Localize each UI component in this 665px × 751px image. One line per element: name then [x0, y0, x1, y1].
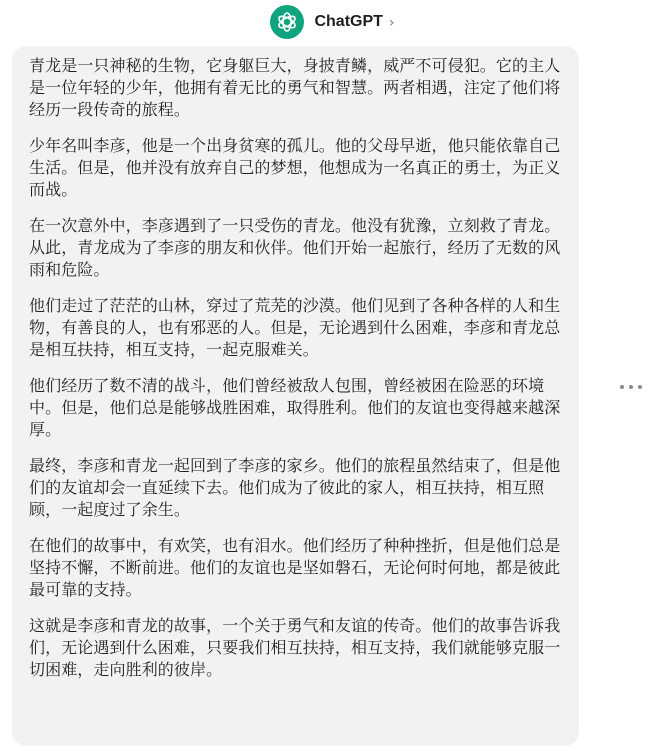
app-title[interactable]: ChatGPT — [314, 13, 383, 30]
chat-header — [0, 0, 665, 44]
message-paragraph: 他们走过了茫茫的山林，穿过了荒芜的沙漠。他们见到了各种各样的人和生物，有善良的人，也有邪恶的人。但是，无论遇到什么困难，李彦和青龙总是相互扶持，相互支持，一起克服难关。 — [29, 296, 561, 359]
message-paragraph: 青龙是一只神秘的生物，它身躯巨大，身披青鳞，威严不可侵犯。它的主人是一位年轻的少年，他拥有着无比的勇气和智慧。两者相遇，注定了他们将经历一段传奇的旅程。 — [29, 56, 561, 119]
message-paragraph: 最终，李彦和青龙一起回到了李彦的家乡。他们的旅程虽然结束了，但是他们的友谊却会一直延续下去。他们成为了彼此的家人，相互扶持，相互照顾，一起度过了余生。 — [29, 456, 561, 519]
message-paragraph: 少年名叫李彦，他是一个出身贫寒的孤儿。他的父母早逝，他只能依靠自己生活。但是，他并没有放弃自己的梦想，他想成为一名真正的勇士，为正义而战。 — [29, 136, 561, 199]
chevron-right-icon[interactable]: › — [388, 14, 395, 31]
message-paragraph: 在他们的故事中，有欢笑，也有泪水。他们经历了种种挫折，但是他们总是坚持不懈，不断前进。他们的友谊也是坚如磐石，无论何时何地，都是彼此最可靠的支持。 — [29, 536, 561, 599]
openai-logo-icon — [270, 5, 304, 39]
more-horizontal-icon[interactable] — [620, 381, 642, 393]
dot — [629, 385, 633, 389]
assistant-message — [12, 46, 579, 746]
dot — [620, 385, 624, 389]
message-paragraph: 这就是李彦和青龙的故事，一个关于勇气和友谊的传奇。他们的故事告诉我们，无论遇到什么困难，只要我们相互扶持，相互支持，我们就能够克服一切困难，走向胜利的彼岸。 — [29, 616, 561, 679]
message-paragraph: 他们经历了数不清的战斗，他们曾经被敌人包围，曾经被困在险恶的环境中。但是，他们总是能够战胜困难，取得胜利。他们的友谊也变得越来越深厚。 — [29, 376, 561, 439]
message-paragraph: 在一次意外中，李彦遇到了一只受伤的青龙。他没有犹豫，立刻救了青龙。从此，青龙成为了李彦的朋友和伙伴。他们开始一起旅行，经历了无数的风雨和危险。 — [29, 216, 561, 279]
dot — [638, 385, 642, 389]
